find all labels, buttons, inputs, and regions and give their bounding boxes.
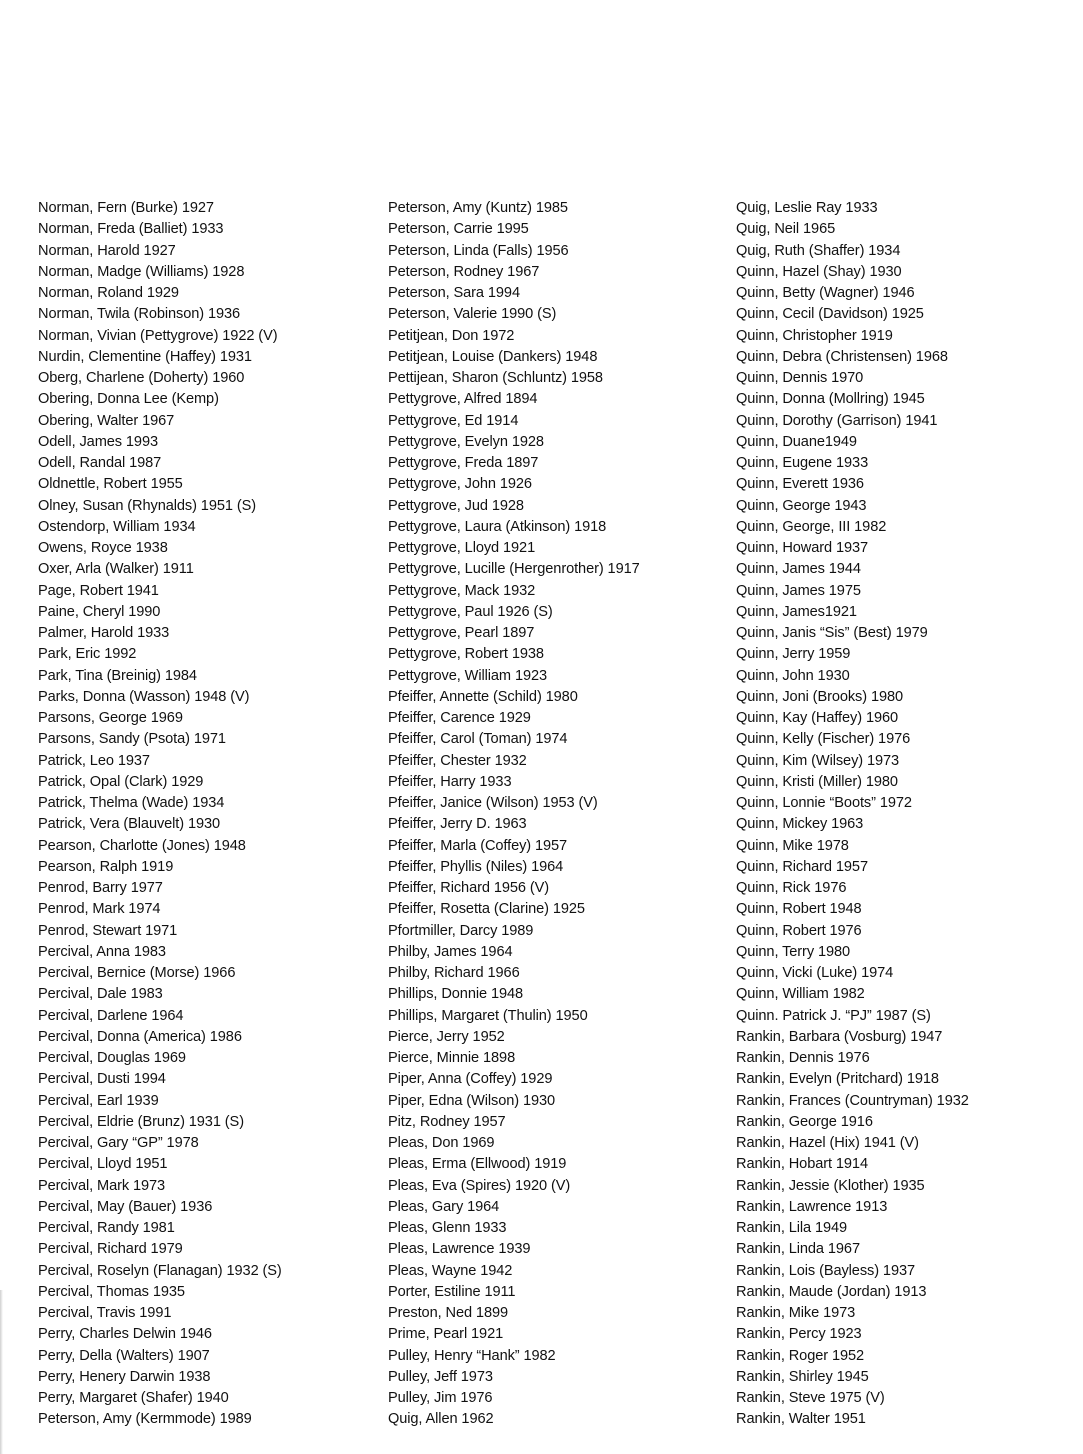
name-entry: Pettijean, Sharon (Schluntz) 1958 [388,370,603,386]
name-entry: Percival, Richard 1979 [38,1241,183,1258]
name-entry: Quig, Leslie Ray 1933 [736,200,878,216]
name-entry: Pfeiffer, Richard 1956 (V) [388,880,549,896]
name-entry: Phillips, Donnie 1948 [388,986,524,1003]
name-entry: Pfeiffer, Jerry D. 1963 [388,816,527,833]
name-entry: Peterson, Rodney 1967 [388,263,540,280]
name-entry: Park, Eric 1992 [38,646,137,663]
name-entry: Quig, Ruth (Shaffer) 1934 [736,242,901,259]
name-entry: Quinn, James 1975 [736,582,861,599]
name-entry: Palmer, Harold 1933 [38,625,170,641]
name-entry: Norman, Vivian (Pettygrove) 1922 (V) [38,327,278,344]
name-entry: Preston, Ned 1899 [388,1305,508,1321]
name-entry: Quinn, Vicki (Luke) 1974 [736,965,894,981]
name-entry: Pfeiffer, Phyllis (Niles) 1964 [388,858,564,875]
name-entry: Quinn, Betty (Wagner) 1946 [736,285,915,301]
name-entry: Pfeiffer, Marla (Coffey) 1957 [388,837,568,854]
name-entry: Rankin, George 1916 [736,1113,873,1130]
name-entry: Percival, Bernice (Morse) 1966 [38,965,236,981]
name-entry: Quinn, Debra (Christensen) 1968 [736,348,948,365]
name-entry: Rankin, Roger 1952 [736,1347,865,1364]
name-entry: Quinn, Mickey 1963 [736,816,864,833]
name-entry: Quinn, Hazel (Shay) 1930 [736,263,902,280]
name-entry: Park, Tina (Breinig) 1984 [38,667,197,684]
name-entry: Quinn, Everett 1936 [736,476,864,493]
name-entry: Penrod, Barry 1977 [38,880,163,896]
name-entry: Quinn, Joni (Brooks) 1980 [736,688,904,705]
name-list-column-1 [38,198,378,1431]
name-entry: Quinn, Eugene 1933 [736,455,869,471]
name-entry: Quinn, Janis “Sis” (Best) 1979 [736,625,928,641]
name-entry: Peterson, Linda (Falls) 1956 [388,242,569,259]
name-entry: Patrick, Vera (Blauvelt) 1930 [38,816,221,833]
name-entry: Rankin, Lois (Bayless) 1937 [736,1262,916,1279]
name-entry: Rankin, Mike 1973 [736,1305,856,1321]
name-entry: Pearson, Charlotte (Jones) 1948 [38,837,246,854]
name-entry: Quinn, Mike 1978 [736,837,849,854]
name-entry: Petitjean, Don 1972 [388,327,515,344]
name-entry: Quinn, Christopher 1919 [736,327,893,344]
name-entry: Quinn, Kay (Haffey) 1960 [736,710,899,726]
name-entry: Pettygrove, Mack 1932 [388,582,536,599]
name-entry: Peterson, Amy (Kuntz) 1985 [388,200,568,216]
name-entry: Percival, Douglas 1969 [38,1050,186,1066]
name-entry: Quinn, Donna (Mollring) 1945 [736,391,925,408]
name-entry: Quinn, George, III 1982 [736,518,887,535]
name-entry: Percival, Earl 1939 [38,1092,159,1109]
name-entry: Rankin, Jessie (Klother) 1935 [736,1177,925,1194]
name-entry: Norman, Freda (Balliet) 1933 [38,221,224,238]
name-entry: Rankin, Lila 1949 [736,1220,848,1236]
name-entry: Pfeiffer, Chester 1932 [388,752,527,769]
name-entry: Norman, Fern (Burke) 1927 [38,200,214,216]
name-entry: Pettygrove, Laura (Atkinson) 1918 [388,518,607,535]
name-entry: Quinn, John 1930 [736,667,850,684]
name-entry: Obering, Walter 1967 [38,412,175,429]
name-entry: Rankin, Shirley 1945 [736,1368,869,1385]
name-entry: Odell, Randal 1987 [38,455,162,471]
name-entry: Perry, Henery Darwin 1938 [38,1368,211,1385]
name-entry: Pettygrove, Paul 1926 (S) [388,603,553,620]
name-entry: Pettygrove, Freda 1897 [388,455,539,471]
name-entry: Pettygrove, Ed 1914 [388,412,519,429]
name-entry: Nurdin, Clementine (Haffey) 1931 [38,348,252,365]
name-entry: Pfeiffer, Carol (Toman) 1974 [388,731,568,748]
name-entry: Oxer, Arla (Walker) 1911 [38,561,194,578]
name-entry: Percival, Darlene 1964 [38,1007,184,1024]
name-entry: Percival, Donna (America) 1986 [38,1028,242,1045]
name-entry: Pulley, Jim 1976 [388,1390,493,1406]
name-entry: Quinn, Robert 1948 [736,901,862,918]
name-entry: Quinn, Dorothy (Garrison) 1941 [736,412,938,429]
name-entry: Percival, Randy 1981 [38,1220,175,1236]
name-entry: Phillips, Margaret (Thulin) 1950 [388,1007,588,1024]
name-entry: Rankin, Maude (Jordan) 1913 [736,1283,927,1300]
scan-edge-shadow [0,1290,3,1454]
name-entry: Quinn, Kelly (Fischer) 1976 [736,731,911,748]
name-entry: Olney, Susan (Rhynalds) 1951 (S) [38,497,256,514]
name-entry: Pfeiffer, Harry 1933 [388,773,512,790]
name-entry: Rankin, Dennis 1976 [736,1050,870,1066]
name-entry: Norman, Roland 1929 [38,285,179,301]
name-entry: Pulley, Henry “Hank” 1982 [388,1347,556,1364]
name-list-column-2 [388,198,728,1431]
name-entry: Patrick, Leo 1937 [38,752,150,769]
name-entry: Percival, Dale 1983 [38,986,163,1003]
name-entry: Patrick, Thelma (Wade) 1934 [38,795,225,811]
name-entry: Perry, Margaret (Shafer) 1940 [38,1390,229,1406]
name-entry: Quig, Allen 1962 [388,1411,494,1428]
name-entry: Philby, James 1964 [388,943,513,960]
name-entry: Pfeiffer, Carence 1929 [388,710,531,726]
name-entry: Peterson, Amy (Kermmode) 1989 [38,1411,252,1428]
name-entry: Pettygrove, Alfred 1894 [388,391,538,408]
name-entry: Percival, Anna 1983 [38,943,166,960]
name-entry: Rankin, Evelyn (Pritchard) 1918 [736,1071,939,1088]
name-entry: Percival, Dusti 1994 [38,1071,166,1088]
name-entry: Pfeiffer, Janice (Wilson) 1953 (V) [388,795,598,811]
name-entry: Percival, May (Bauer) 1936 [38,1198,213,1215]
name-entry: Paine, Cheryl 1990 [38,603,161,620]
name-entry: Rankin, Frances (Countryman) 1932 [736,1092,969,1109]
name-entry: Philby, Richard 1966 [388,965,520,981]
name-entry: Petitjean, Louise (Dankers) 1948 [388,348,598,365]
name-entry: Quinn, James 1944 [736,561,861,578]
name-entry: Rankin, Hazel (Hix) 1941 (V) [736,1135,919,1151]
name-entry: Parsons, Sandy (Psota) 1971 [38,731,226,748]
name-entry: Norman, Harold 1927 [38,242,176,259]
name-entry: Pleas, Erma (Ellwood) 1919 [388,1156,567,1173]
name-entry: Ostendorp, William 1934 [38,518,196,535]
name-entry: Perry, Della (Walters) 1907 [38,1347,210,1364]
name-entry: Quinn, Jerry 1959 [736,646,851,663]
name-entry: Pleas, Glenn 1933 [388,1220,507,1236]
name-entry: Pettygrove, Evelyn 1928 [388,433,544,450]
name-entry: Pleas, Gary 1964 [388,1198,500,1215]
name-entry: Percival, Eldrie (Brunz) 1931 (S) [38,1113,244,1130]
name-entry: Pleas, Wayne 1942 [388,1262,513,1279]
name-entry: Rankin, Lawrence 1913 [736,1198,888,1215]
name-entry: Pulley, Jeff 1973 [388,1368,493,1385]
name-entry: Rankin, Barbara (Vosburg) 1947 [736,1028,943,1045]
name-entry: Quinn, Lonnie “Boots” 1972 [736,795,912,811]
name-entry: Odell, James 1993 [38,433,158,450]
name-entry: Quinn, Cecil (Davidson) 1925 [736,306,924,323]
name-entry: Piper, Anna (Coffey) 1929 [388,1071,553,1088]
name-entry: Oldnettle, Robert 1955 [38,476,183,493]
name-entry: Rankin, Walter 1951 [736,1411,866,1428]
name-entry: Pierce, Minnie 1898 [388,1050,516,1066]
name-entry: Percival, Thomas 1935 [38,1283,185,1300]
name-entry: Quinn, Kim (Wilsey) 1973 [736,752,900,769]
name-entry: Rankin, Steve 1975 (V) [736,1390,885,1406]
name-entry: Quinn, George 1943 [736,497,867,514]
name-entry: Oberg, Charlene (Doherty) 1960 [38,370,245,386]
name-entry: Rankin, Percy 1923 [736,1326,862,1343]
name-entry: Pfeiffer, Annette (Schild) 1980 [388,688,578,705]
name-entry: Pettygrove, Pearl 1897 [388,625,535,641]
name-entry: Norman, Twila (Robinson) 1936 [38,306,241,323]
name-entry: Pearson, Ralph 1919 [38,858,174,875]
name-entry: Pleas, Don 1969 [388,1135,495,1151]
name-entry: Quinn, Terry 1980 [736,943,851,960]
name-entry: Pleas, Eva (Spires) 1920 (V) [388,1177,571,1194]
name-entry: Rankin, Linda 1967 [736,1241,860,1258]
name-entry: Perry, Charles Delwin 1946 [38,1326,212,1343]
name-entry: Pettygrove, Lloyd 1921 [388,540,536,556]
name-entry: Penrod, Mark 1974 [38,901,161,918]
name-entry: Quinn, William 1982 [736,986,865,1003]
name-entry: Percival, Lloyd 1951 [38,1156,168,1173]
name-entry: Peterson, Valerie 1990 (S) [388,306,557,323]
name-entry: Percival, Travis 1991 [38,1305,172,1321]
name-entry: Page, Robert 1941 [38,582,159,599]
name-entry: Quig, Neil 1965 [736,221,836,238]
name-entry: Parsons, George 1969 [38,710,183,726]
name-entry: Percival, Mark 1973 [38,1177,166,1194]
name-entry: Pettygrove, Lucille (Hergenrother) 1917 [388,561,640,578]
name-entry: Quinn, Robert 1976 [736,922,862,939]
name-entry: Quinn, James1921 [736,603,857,620]
name-entry: Quinn, Howard 1937 [736,540,869,556]
name-entry: Pfortmiller, Darcy 1989 [388,922,534,939]
name-entry: Quinn, Kristi (Miller) 1980 [736,773,898,790]
name-list-column-3 [736,198,1076,1431]
name-entry: Quinn, Richard 1957 [736,858,868,875]
name-entry: Owens, Royce 1938 [38,540,168,556]
name-entry: Pettygrove, John 1926 [388,476,532,493]
name-entry: Patrick, Opal (Clark) 1929 [38,773,204,790]
name-entry: Pitz, Rodney 1957 [388,1113,506,1130]
name-entry: Parks, Donna (Wasson) 1948 (V) [38,688,250,705]
name-entry: Norman, Madge (Williams) 1928 [38,263,245,280]
name-entry: Pleas, Lawrence 1939 [388,1241,531,1258]
name-entry: Pettygrove, Robert 1938 [388,646,544,663]
name-entry: Pierce, Jerry 1952 [388,1028,505,1045]
name-entry: Pettygrove, Jud 1928 [388,497,524,514]
name-entry: Penrod, Stewart 1971 [38,922,178,939]
name-entry: Peterson, Carrie 1995 [388,221,529,238]
name-entry: Prime, Pearl 1921 [388,1326,504,1343]
name-entry: Percival, Roselyn (Flanagan) 1932 (S) [38,1262,282,1279]
name-entry: Pettygrove, William 1923 [388,667,548,684]
name-entry: Porter, Estiline 1911 [388,1283,516,1300]
name-entry: Quinn. Patrick J. “PJ” 1987 (S) [736,1007,931,1024]
name-entry: Pfeiffer, Rosetta (Clarine) 1925 [388,901,585,918]
name-entry: Piper, Edna (Wilson) 1930 [388,1092,556,1109]
name-entry: Percival, Gary “GP” 1978 [38,1135,199,1151]
name-entry: Rankin, Hobart 1914 [736,1156,868,1173]
name-entry: Quinn, Rick 1976 [736,880,847,896]
name-entry: Peterson, Sara 1994 [388,285,520,301]
name-entry: Quinn, Duane1949 [736,433,857,450]
name-entry: Quinn, Dennis 1970 [736,370,864,386]
name-entry: Obering, Donna Lee (Kemp) [38,391,219,408]
